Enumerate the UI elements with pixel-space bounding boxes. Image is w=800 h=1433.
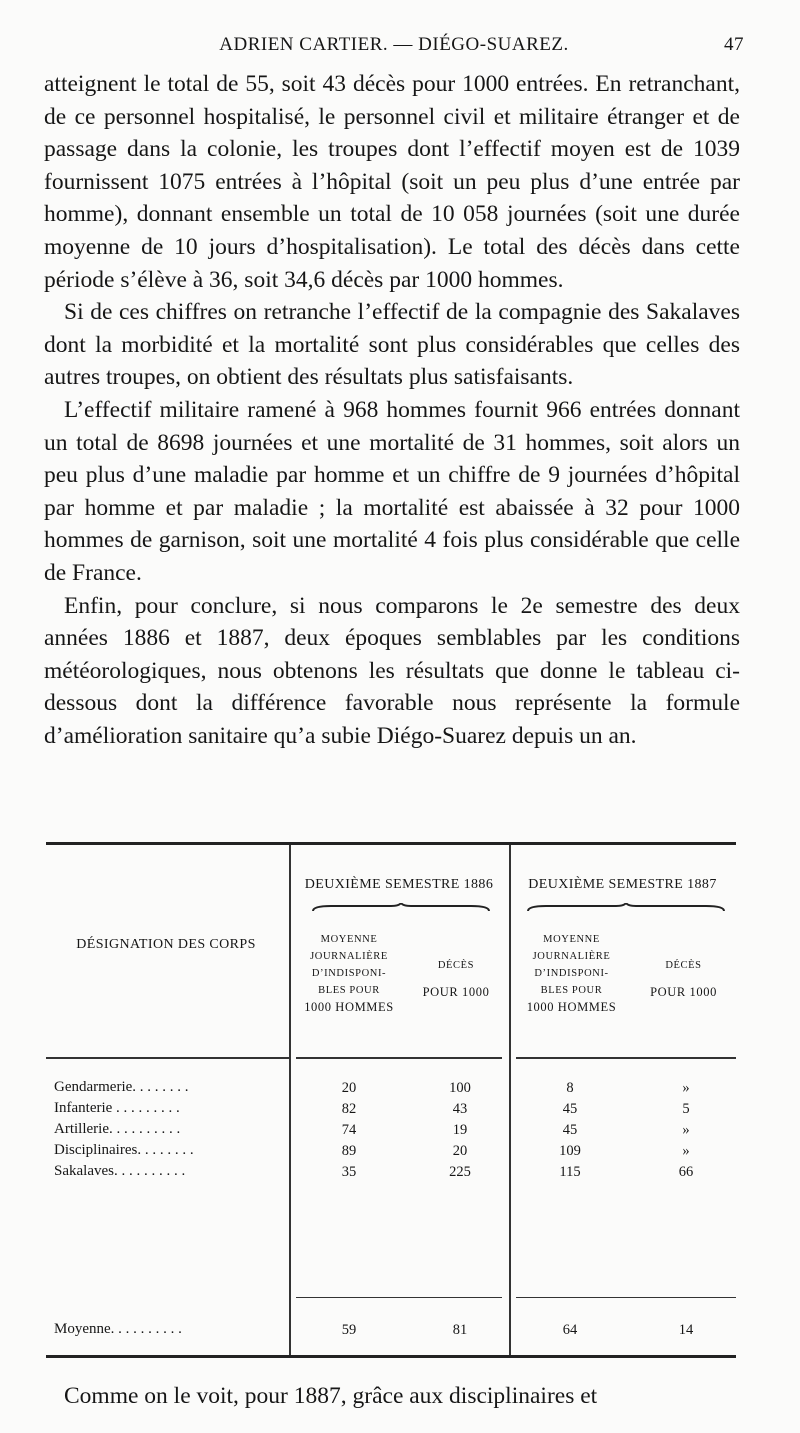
cell-d1887: »: [682, 1080, 690, 1096]
subheader-line: POUR 1000: [422, 985, 490, 999]
closing-line: Comme on le voit, pour 1887, grâce aux disciplinaires et: [64, 1383, 598, 1409]
moyenne-header-1887: [509, 931, 634, 1016]
column-divider: [289, 845, 291, 1355]
subheader-line: BLES POUR: [318, 985, 380, 996]
cell-m1887: 64: [562, 1322, 578, 1338]
designation-header: DÉSIGNATION DES CORPS: [76, 937, 256, 952]
subheader-line: DÉCÈS: [665, 960, 702, 971]
row-label: Disciplinaires. . . . . . . .: [54, 1142, 194, 1158]
mortality-table: [46, 842, 736, 1358]
subheader-line: 1000 HOMMES: [304, 1000, 394, 1014]
running-title: ADRIEN CARTIER. — DIÉGO-SUAREZ.: [219, 34, 569, 55]
subheader-line: MOYENNE: [320, 934, 378, 945]
cell-d1887: 66: [678, 1164, 694, 1180]
deces-header-1887: [631, 957, 736, 1001]
row-divider: [516, 1297, 736, 1298]
brace-1886: [311, 903, 491, 913]
page-number: 47: [724, 34, 744, 55]
cell-m1887: 115: [559, 1164, 581, 1180]
cell-d1887: »: [682, 1122, 690, 1138]
cell-d1887: 14: [678, 1322, 694, 1338]
row-divider: [296, 1297, 502, 1298]
paragraph: Enfin, pour conclure, si nous comparons le 2e semestre des deux années 1886 et 1887, deux époques semblables par les conditions météorologiques, nous obtenons les résultats que donne le tableau ci-dessous dont la différence favorable nous représente la formule d’amélioration sanitaire qu’a subie Diégo-Suarez depuis un an.: [44, 592, 740, 749]
row-divider: [46, 1057, 289, 1059]
cell-m1887: 109: [559, 1143, 581, 1159]
subheader-line: D’INDISPONI-: [311, 968, 387, 979]
subheader-line: JOURNALIÈRE: [310, 951, 388, 962]
subheader-line: 1000 HOMMES: [526, 1000, 617, 1014]
cell-d1886: 43: [452, 1101, 468, 1117]
cell-m1886: 59: [341, 1322, 357, 1338]
paragraph: Si de ces chiffres on retranche l’effectif de la compagnie des Sakalaves dont la morbidité et la mortalité sont plus considérables que celles des autres troupes, on obtient des résultats plus satisfaisants.: [44, 299, 740, 391]
column-divider: [509, 845, 511, 1355]
subheader-line: JOURNALIÈRE: [532, 951, 611, 962]
brace-1887: [526, 903, 726, 913]
body-text: [44, 68, 740, 752]
cell-m1886: 82: [341, 1101, 357, 1117]
cell-m1887: 45: [562, 1122, 578, 1138]
cell-d1887: 5: [682, 1101, 690, 1117]
row-divider: [296, 1057, 502, 1059]
paragraph: atteignent le total de 55, soit 43 décès pour 1000 entrées. En retranchant, de ce personnel hospitalisé, le personnel civil et militaire étranger et de passage dans la colonie, les troupes dont l’effectif moyen est de 1039 fournissent 1075 entrées à l’hôpital (soit un peu plus d’une entrée par homme), donnant ensemble un total de 10 058 journées (soit une durée moyenne de 10 jours d’hospitalisation). Le total des décès dans cette période s’élève à 36, soit 34,6 décès par 1000 hommes.: [44, 71, 740, 293]
cell-m1887: 45: [562, 1101, 578, 1117]
semester-1887-header: DEUXIÈME SEMESTRE 1887: [528, 877, 717, 892]
row-label: Artillerie. . . . . . . . . .: [54, 1121, 181, 1137]
subheader-line: D’INDISPONI-: [534, 968, 609, 979]
paragraph: L’effectif militaire ramené à 968 hommes fournit 966 entrées donnant un total de 8698 journées et une mortalité de 31 hommes, soit alors un peu plus d’une maladie par homme et un chiffre de 9 journées d’hôpital par homme et par maladie ; la mortalité est abaissée à 32 pour 1000 hommes de garnison, soit une mortalité 4 fois plus considérable que celle de France.: [44, 396, 740, 586]
subheader-line: POUR 1000: [650, 985, 717, 999]
semester-1886-header: DEUXIÈME SEMESTRE 1886: [304, 877, 494, 892]
cell-m1886: 35: [341, 1164, 357, 1180]
cell-d1886: 225: [449, 1164, 471, 1180]
cell-d1886: 100: [449, 1080, 471, 1096]
cell-d1886: 20: [452, 1143, 468, 1159]
deces-header-1886: [406, 957, 506, 1001]
moyenne-header-1886: [289, 931, 409, 1016]
subheader-line: DÉCÈS: [437, 960, 475, 971]
row-label: Sakalaves. . . . . . . . . .: [54, 1163, 186, 1179]
row-divider: [516, 1057, 736, 1059]
cell-m1886: 20: [341, 1080, 357, 1096]
cell-m1886: 74: [341, 1122, 357, 1138]
row-label: Gendarmerie. . . . . . . .: [54, 1079, 189, 1095]
cell-d1886: 19: [452, 1122, 468, 1138]
cell-d1887: »: [682, 1143, 690, 1159]
cell-m1887: 8: [566, 1080, 574, 1096]
page-header: [44, 30, 744, 60]
cell-m1886: 89: [341, 1143, 357, 1159]
row-label: Infanterie . . . . . . . . .: [54, 1100, 180, 1116]
subheader-line: BLES POUR: [540, 985, 603, 996]
row-label: Moyenne. . . . . . . . . .: [54, 1321, 182, 1337]
cell-d1886: 81: [452, 1322, 468, 1338]
subheader-line: MOYENNE: [543, 934, 600, 945]
